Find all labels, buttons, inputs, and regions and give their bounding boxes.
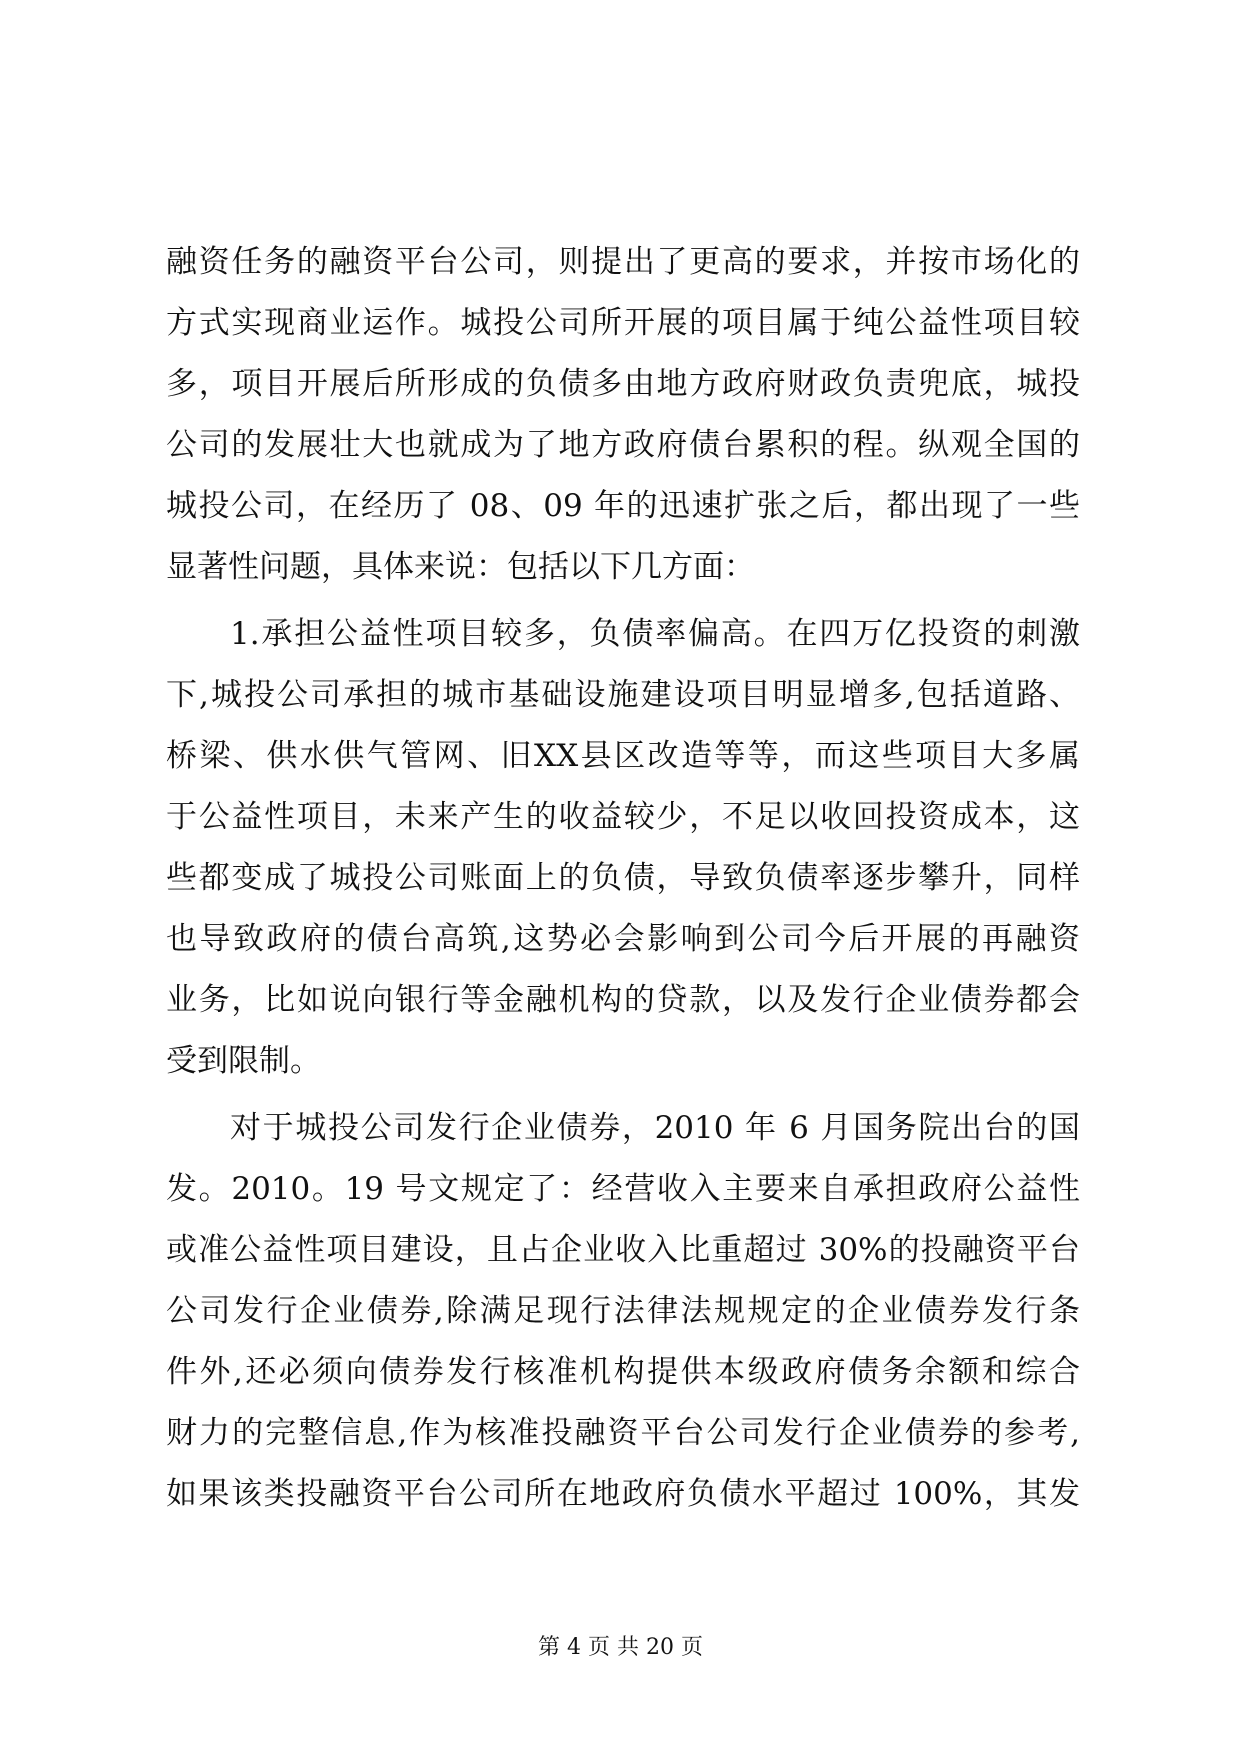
text-line: 对于城投公司发行企业债券，2010 年 6 月国务院出台的国 (230, 1110, 1080, 1146)
text-line: 下,城投公司承担的城市基础设施建设项目明显增多,包括道路、 (166, 677, 1080, 713)
paragraph-3 (166, 1098, 1080, 1525)
text-line: 或准公益性项目建设，且占企业收入比重超过 30%的投融资平台 (166, 1232, 1080, 1268)
text-line: 融资任务的融资平台公司，则提出了更高的要求，并按市场化的 (166, 244, 1080, 280)
text-line: 发。2010。19 号文规定了：经营收入主要来自承担政府公益性 (166, 1171, 1080, 1207)
page-number-footer: 第 4 页 共 20 页 (538, 1635, 703, 1660)
paragraph-2 (166, 604, 1080, 1092)
text-line: 桥梁、供水供气管网、旧XX县区改造等等，而这些项目大多属 (166, 738, 1080, 774)
document-body (166, 232, 1080, 1525)
text-line: 财力的完整信息,作为核准投融资平台公司发行企业债券的参考, (166, 1415, 1080, 1451)
text-line: 公司发行企业债券,除满足现行法律法规规定的企业债券发行条 (166, 1293, 1080, 1329)
text-line: 于公益性项目，未来产生的收益较少，不足以收回投资成本，这 (166, 799, 1080, 835)
text-line: 如果该类投融资平台公司所在地政府负债水平超过 100%，其发 (166, 1476, 1080, 1512)
text-line: 些都变成了城投公司账面上的负债，导致负债率逐步攀升，同样 (166, 860, 1080, 896)
text-line: 受到限制。 (166, 1043, 321, 1079)
text-line: 公司的发展壮大也就成为了地方政府债台累积的程。纵观全国的 (166, 427, 1080, 463)
text-line: 方式实现商业运作。城投公司所开展的项目属于纯公益性项目较 (166, 305, 1080, 341)
text-line: 1.承担公益性项目较多，负债率偏高。在四万亿投资的刺激 (230, 616, 1080, 652)
text-line: 多，项目开展后所形成的负债多由地方政府财政负责兜底，城投 (166, 366, 1080, 402)
text-line: 显著性问题，具体来说：包括以下几方面： (166, 549, 755, 585)
text-line: 城投公司，在经历了 08、09 年的迅速扩张之后，都出现了一些 (166, 488, 1080, 524)
text-line: 也导致政府的债台高筑,这势必会影响到公司今后开展的再融资 (166, 921, 1080, 957)
text-line: 件外,还必须向债券发行核准机构提供本级政府债务余额和综合 (166, 1354, 1080, 1390)
text-line: 业务，比如说向银行等金融机构的贷款，以及发行企业债券都会 (166, 982, 1080, 1018)
paragraph-1 (166, 232, 1080, 598)
